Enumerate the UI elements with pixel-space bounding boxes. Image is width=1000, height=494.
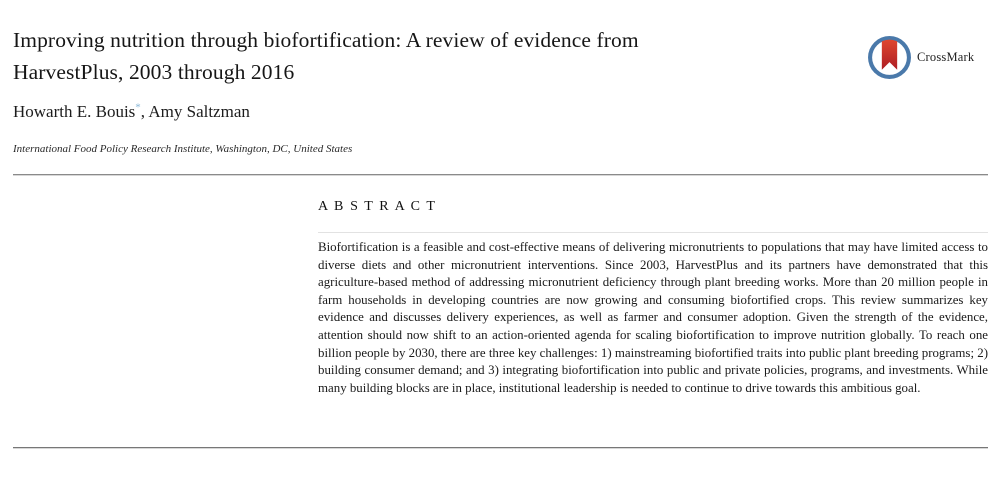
corresponding-author-asterisk: * xyxy=(135,101,141,114)
author-name-2: , Amy Saltzman xyxy=(140,102,250,121)
affiliation: International Food Policy Research Institute, Washington, DC, United States xyxy=(13,143,353,155)
author-line xyxy=(13,102,250,122)
abstract-divider-rule xyxy=(318,232,988,233)
article-title-line-1: Improving nutrition through biofortification: A review of evidence from xyxy=(13,28,639,52)
header-divider-rule xyxy=(13,174,988,176)
crossmark-icon xyxy=(867,35,912,80)
crossmark-label: CrossMark xyxy=(917,50,975,64)
article-title xyxy=(13,24,853,88)
article-title-line-2: HarvestPlus, 2003 through 2016 xyxy=(13,60,295,84)
footer-divider-rule xyxy=(13,447,988,449)
crossmark-badge[interactable] xyxy=(867,34,979,81)
abstract-heading: A B S T R A C T xyxy=(318,199,437,214)
author-name-1: Howarth E. Bouis xyxy=(13,102,136,121)
abstract-text: Biofortification is a feasible and cost-effective means of delivering micronutrients to populations that may have limited access to diverse diets and other micronutrient interventions. Since 2003, HarvestPlus and its partners have demonstrated that this agriculture-based method of addressing micronutrient deficiency through plant breeding works. More than 20 million people in farm households in developing countries are now growing and consuming biofortified crops. This review summarizes key evidence and discusses delivery experiences, as well as farmer and consumer adoption. Given the strength of the evidence, attention should now shift to an action-oriented agenda for scaling biofortification to improve nutrition globally. To reach one billion people by 2030, there are three key challenges: 1) mainstreaming biofortified traits into public plant breeding programs; 2) building consumer demand; and 3) integrating biofortification into public and private policies, programs, and investments. While many building blocks are in place, institutional leadership is needed to continue to drive towards this ambitious goal. xyxy=(318,240,988,395)
